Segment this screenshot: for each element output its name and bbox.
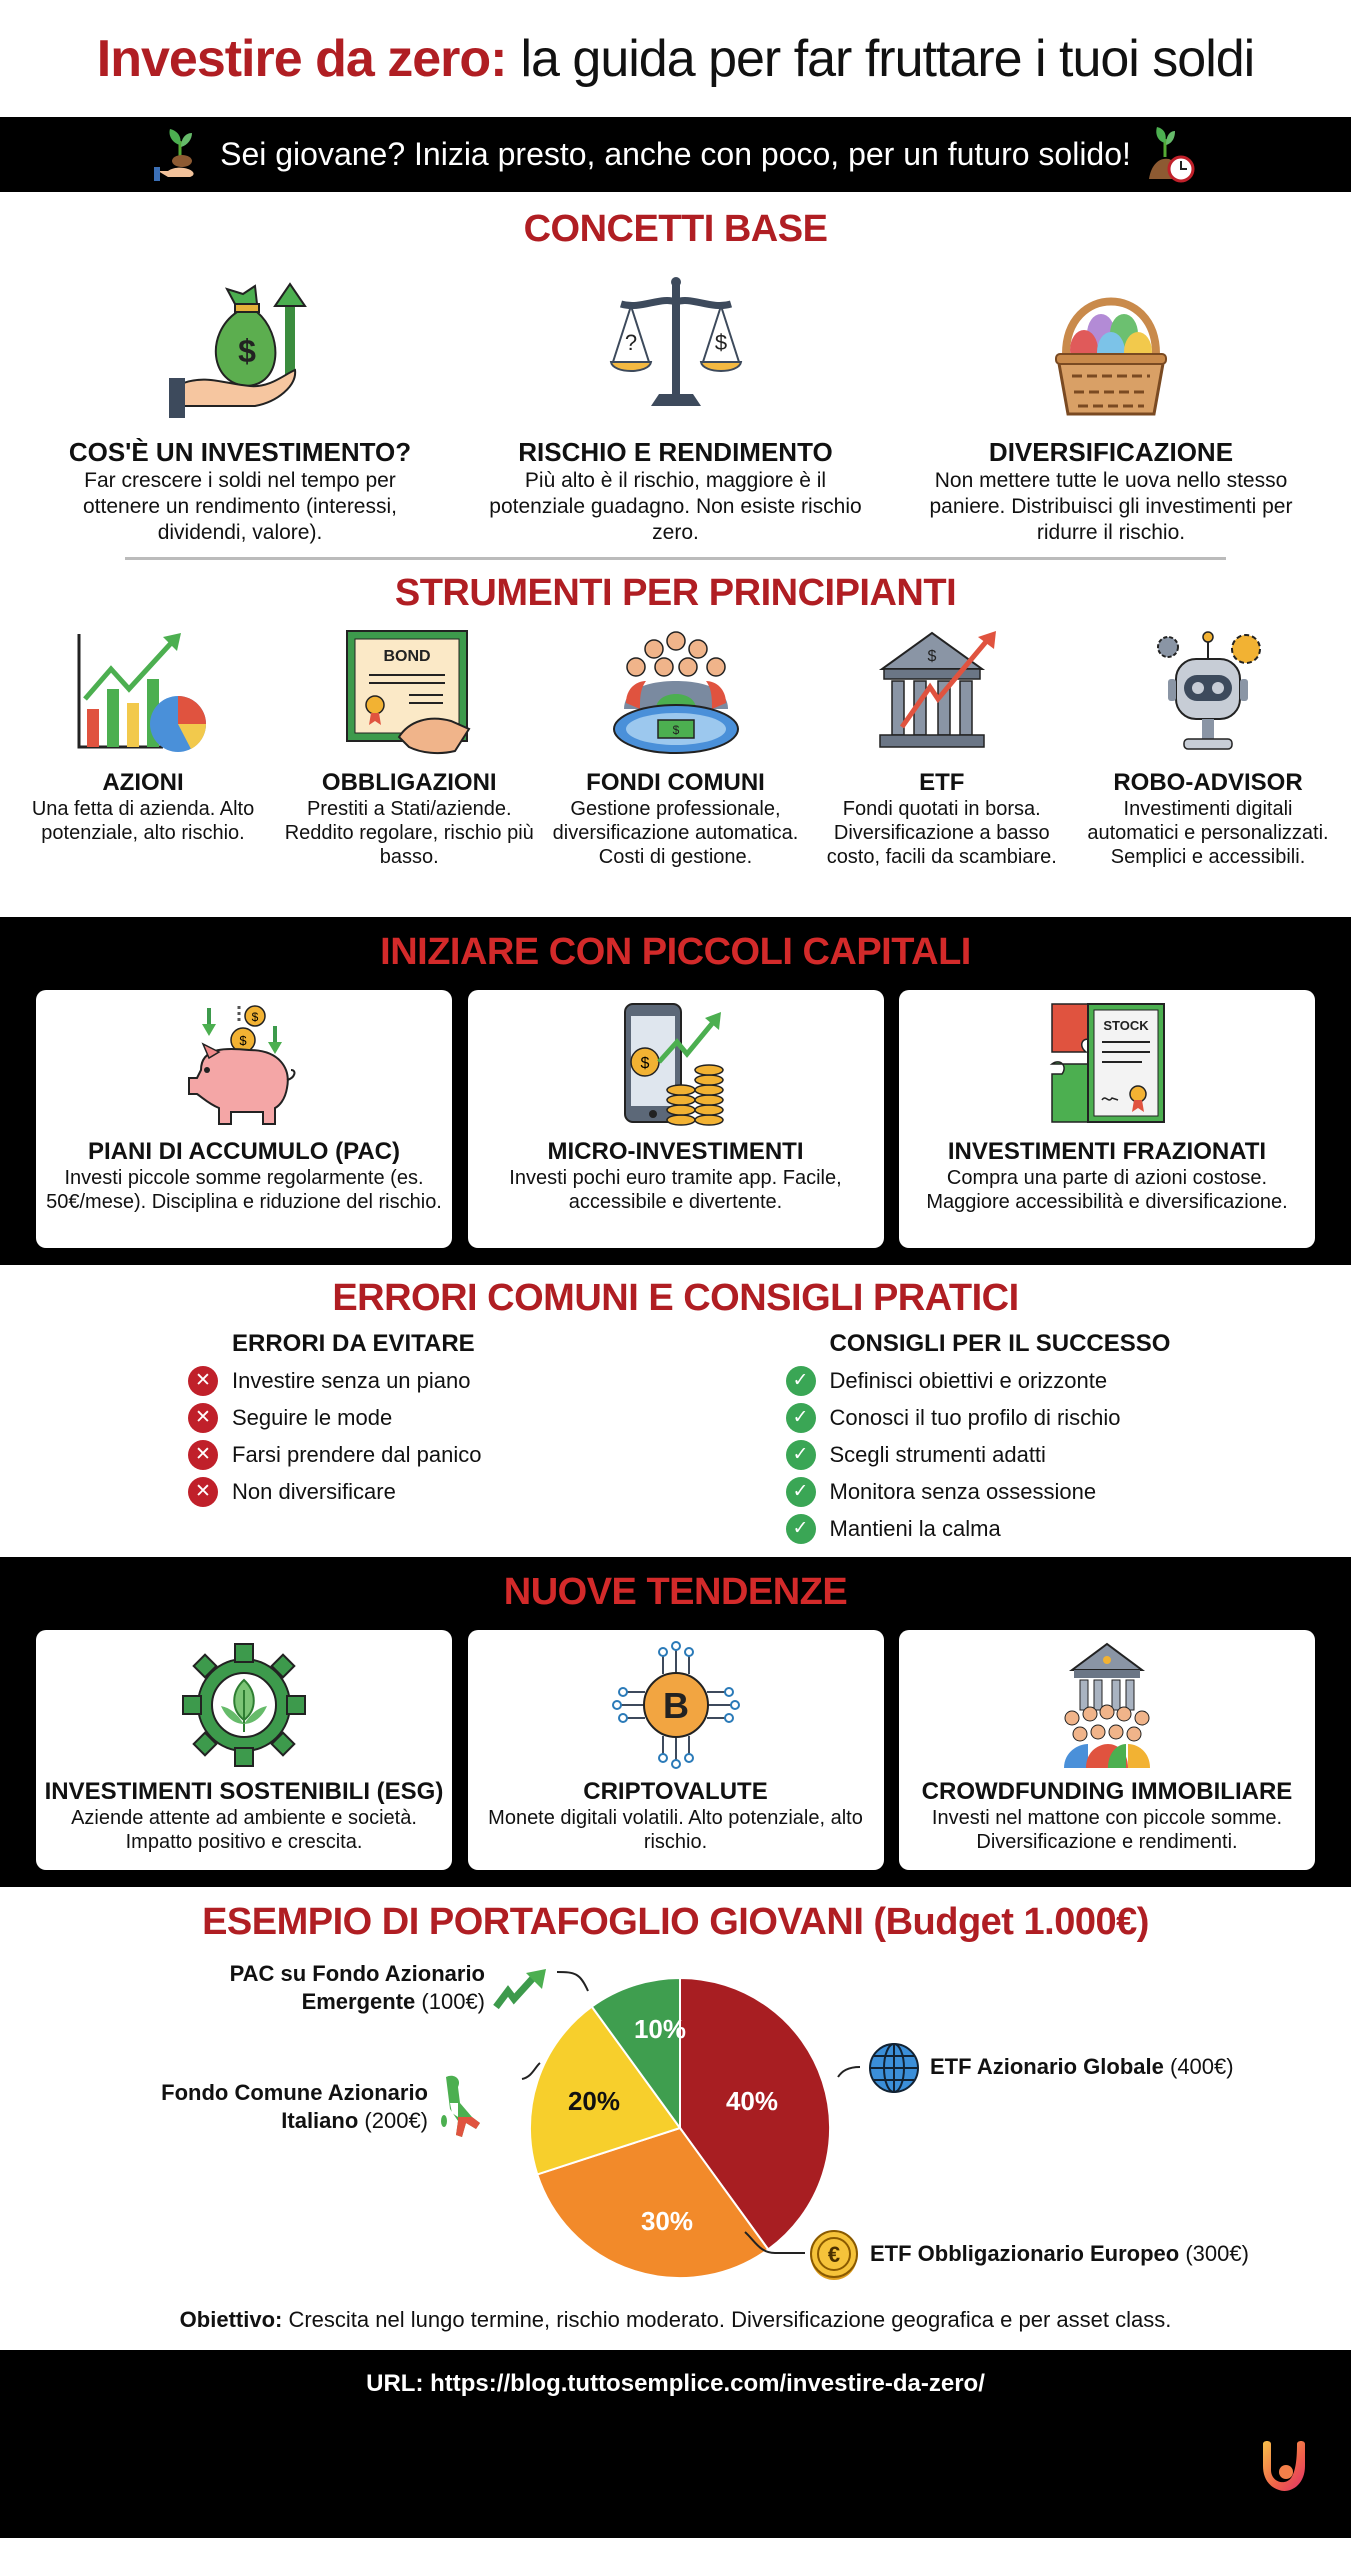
euro-coin-icon <box>808 2229 860 2281</box>
robot-icon <box>1138 629 1278 759</box>
svg-text:40%: 40% <box>725 2086 779 2116</box>
mistake-item: ✕ Non diversificare <box>188 1473 676 1510</box>
section-title: ERRORI COMUNI E CONSIGLI PRATICI <box>332 1277 1019 1319</box>
svg-text:$: $ <box>239 1033 247 1048</box>
balance-scale-icon <box>601 274 751 424</box>
callout-fondo-italiano: Fondo Comune Azionario Italiano (200€) <box>161 2080 428 2133</box>
tool-robo-advisor <box>1077 629 1339 869</box>
section-title: ESEMPIO DI PORTAFOGLIO GIOVANI (Budget 1.000€) <box>202 1901 1149 1943</box>
tool-etf <box>811 629 1073 869</box>
svg-text:$: $ <box>640 1055 649 1072</box>
tool-obbligazioni <box>278 629 540 869</box>
section-concetti-base <box>0 192 1351 562</box>
check-icon: ✓ <box>786 1403 816 1433</box>
piggy-bank-icon <box>179 1000 309 1130</box>
portfolio-objective: Obiettivo: Crescita nel lungo termine, rischio moderato. Diversificazione geografica e per asset class. <box>179 2307 1172 2332</box>
card-text: Monete digitali volatili. Alto potenziale, alto rischio. <box>488 1807 863 1853</box>
svg-text:€: € <box>827 2242 841 2267</box>
svg-text:BOND: BOND <box>383 648 431 665</box>
footer <box>0 2350 1351 2538</box>
card-investimenti-frazionati <box>899 990 1315 1248</box>
brand-logo-icon <box>1253 2436 1313 2496</box>
callout-pac-emergente: PAC su Fondo Azionario Emergente (100€) <box>229 1961 485 2014</box>
check-icon: ✓ <box>786 1477 816 1507</box>
tool-title: AZIONI <box>102 769 184 796</box>
card-pac <box>36 990 452 1248</box>
section-strumenti <box>0 562 1351 917</box>
concept-text: Più alto è il rischio, maggiore è il potenziale guadagno. Non esiste rischio zero. <box>489 469 862 544</box>
concept-diversificazione <box>921 269 1301 546</box>
callout-etf-obbligazionario: ETF Obbligazionario Europeo (300€) <box>870 2241 1249 2266</box>
title-accent: Investire da zero: <box>96 29 507 88</box>
svg-text:$: $ <box>927 648 937 665</box>
egg-basket-icon <box>1036 274 1186 424</box>
bitcoin-circuit-icon <box>611 1640 741 1770</box>
concept-title: COS'È UN INVESTIMENTO? <box>68 437 412 467</box>
people-around-money-icon <box>606 629 746 759</box>
check-icon: ✓ <box>786 1440 816 1470</box>
section-title: INIZIARE CON PICCOLI CAPITALI <box>380 931 971 973</box>
sprout-in-hand-icon <box>154 127 206 183</box>
page-title <box>0 0 1351 117</box>
section-portfolio-example <box>0 1887 1351 2350</box>
card-text: Investi nel mattone con piccole somme. Diversificazione e rendimenti. <box>931 1807 1283 1853</box>
svg-text:$: $ <box>251 1010 259 1024</box>
tool-text: Prestiti a Stati/aziende. Reddito regolare, rischio più basso. <box>284 798 534 868</box>
concept-text: Far crescere i soldi nel tempo per ottenere un rendimento (interessi, dividendi, valore). <box>82 469 397 544</box>
tool-text: Gestione professionale, diversificazione automatica. Costi di gestione. <box>552 798 799 868</box>
tool-text: Fondi quotati in borsa. Diversificazione a basso costo, facili da scambiare. <box>826 798 1057 868</box>
tool-title: ROBO-ADVISOR <box>1113 769 1303 796</box>
card-esg <box>36 1630 452 1870</box>
phone-coins-icon <box>611 1000 741 1130</box>
title-rest: la guida per far fruttare i tuoi soldi <box>520 29 1255 88</box>
cross-icon: ✕ <box>188 1366 218 1396</box>
bank-growth-icon <box>872 629 1012 759</box>
card-title: INVESTIMENTI FRAZIONATI <box>947 1138 1267 1165</box>
tool-text: Investimenti digitali automatici e personalizzati. Semplici e accessibili. <box>1087 798 1329 868</box>
card-text: Investi pochi euro tramite app. Facile, accessibile e divertente. <box>509 1167 842 1213</box>
card-title: PIANI DI ACCUMULO (PAC) <box>88 1138 400 1165</box>
concept-investimento <box>50 269 430 546</box>
tip-item: ✓ Mantieni la calma <box>786 1510 1351 1547</box>
building-crowd-icon <box>1042 1640 1172 1770</box>
section-nuove-tendenze <box>0 1557 1351 1887</box>
section-title: NUOVE TENDENZE <box>503 1571 848 1613</box>
card-title: INVESTIMENTI SOSTENIBILI (ESG) <box>44 1778 444 1805</box>
mistakes-column <box>0 1330 676 1547</box>
cross-icon: ✕ <box>188 1477 218 1507</box>
section-piccoli-capitali <box>0 917 1351 1265</box>
tool-azioni <box>12 629 274 869</box>
bond-certificate-icon <box>339 629 479 759</box>
concept-text: Non mettere tutte le uova nello stesso paniere. Distribuisci gli investimenti per ridurre il rischio. <box>929 469 1293 544</box>
tool-title: OBBLIGAZIONI <box>321 769 497 796</box>
tip-item: ✓ Conosci il tuo profilo di rischio <box>786 1399 1351 1436</box>
mistakes-title: ERRORI DA EVITARE <box>232 1330 475 1357</box>
section-title: CONCETTI BASE <box>523 208 828 250</box>
concept-rischio-rendimento <box>486 269 866 546</box>
card-text: Aziende attente ad ambiente e società. Impatto positivo e crescita. <box>71 1807 417 1853</box>
tool-title: FONDI COMUNI <box>586 769 765 796</box>
money-bag-hand-icon <box>165 274 315 424</box>
growth-arrow-icon <box>492 1967 548 2011</box>
section-divider <box>125 557 1226 560</box>
card-title: CROWDFUNDING IMMOBILIARE <box>921 1778 1293 1805</box>
check-icon: ✓ <box>786 1514 816 1544</box>
card-title: MICRO-INVESTIMENTI <box>547 1138 804 1165</box>
check-icon: ✓ <box>786 1366 816 1396</box>
tips-column <box>676 1330 1351 1547</box>
tip-item: ✓ Definisci obiettivi e orizzonte <box>786 1362 1351 1399</box>
card-title: CRIPTOVALUTE <box>583 1778 768 1805</box>
card-micro-investimenti <box>468 990 884 1248</box>
stock-chart-icon <box>73 629 213 759</box>
source-url[interactable]: URL: https://blog.tuttosemplice.com/investire-da-zero/ <box>366 2370 985 2397</box>
svg-text:$: $ <box>672 723 679 737</box>
intro-banner <box>0 117 1351 192</box>
cross-icon: ✕ <box>188 1403 218 1433</box>
mistake-item: ✕ Farsi prendere dal panico <box>188 1436 676 1473</box>
svg-text:STOCK: STOCK <box>1103 1018 1149 1033</box>
section-errori-consigli <box>0 1265 1351 1557</box>
svg-text:20%: 20% <box>567 2086 621 2116</box>
svg-text:$: $ <box>714 330 727 355</box>
svg-text:?: ? <box>624 330 637 355</box>
italy-map-icon <box>436 2073 488 2143</box>
banner-text: Sei giovane? Inizia presto, anche con poco, per un futuro solido! <box>220 136 1131 172</box>
cross-icon: ✕ <box>188 1440 218 1470</box>
concept-title: RISCHIO E RENDIMENTO <box>518 437 833 467</box>
mistake-item: ✕ Investire senza un piano <box>188 1362 676 1399</box>
tool-text: Una fetta di azienda. Alto potenziale, alto rischio. <box>31 798 255 844</box>
card-criptovalute <box>468 1630 884 1870</box>
tool-title: ETF <box>919 769 965 796</box>
sprout-clock-icon <box>1145 127 1197 183</box>
leaf-gear-icon <box>179 1640 309 1770</box>
stock-puzzle-icon <box>1042 1000 1172 1130</box>
tool-fondi-comuni <box>545 629 807 869</box>
callout-etf-globale: ETF Azionario Globale (400€) <box>930 2054 1234 2079</box>
tip-item: ✓ Monitora senza ossessione <box>786 1473 1351 1510</box>
svg-text:B: B <box>662 1685 689 1726</box>
tips-title: CONSIGLI PER IL SUCCESSO <box>829 1330 1171 1357</box>
svg-text:$: $ <box>238 333 256 369</box>
svg-text:10%: 10% <box>633 2014 687 2044</box>
tip-item: ✓ Scegli strumenti adatti <box>786 1436 1351 1473</box>
mistake-item: ✕ Seguire le mode <box>188 1399 676 1436</box>
globe-icon <box>868 2042 920 2094</box>
section-title: STRUMENTI PER PRINCIPIANTI <box>394 572 957 614</box>
concept-title: DIVERSIFICAZIONE <box>988 437 1234 467</box>
card-crowdfunding <box>899 1630 1315 1870</box>
card-text: Investi piccole somme regolarmente (es. 50€/mese). Disciplina e riduzione del rischio. <box>46 1167 442 1213</box>
svg-text:30%: 30% <box>640 2206 694 2236</box>
card-text: Compra una parte di azioni costose. Maggiore accessibilità e diversificazione. <box>926 1167 1288 1213</box>
